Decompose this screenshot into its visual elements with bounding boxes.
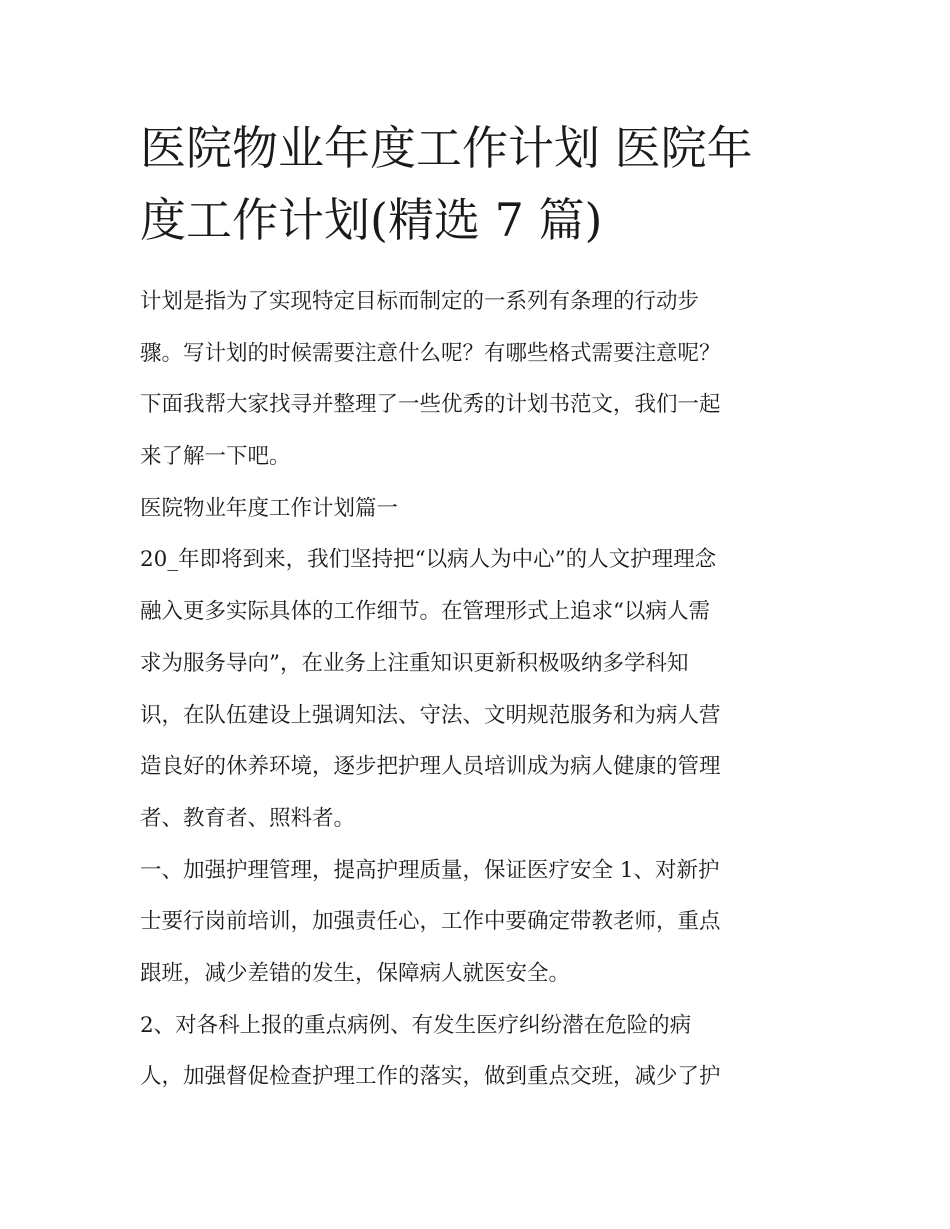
intro-line: 下面我帮大家找寻并整理了一些优秀的计划书范文，我们一起 <box>140 392 721 418</box>
paragraph-line: 造良好的休养环境，逐步把护理人员培训成为病人健康的管理 <box>140 754 721 780</box>
title-line: 医院物业年度工作计划 医院年 <box>140 121 753 175</box>
paragraph-line: 融入更多实际具体的工作细节。在管理形式上追求“以病人需 <box>140 599 710 625</box>
paragraph-line: 士要行岗前培训，加强责任心，工作中要确定带教老师，重点 <box>140 909 721 935</box>
document-body <box>140 276 820 1103</box>
intro-line: 来了解一下吧。 <box>140 444 291 470</box>
paragraph-line: 人，加强督促检查护理工作的落实，做到重点交班，减少了护 <box>140 1064 721 1090</box>
paragraph-line: 跟班，减少差错的发生，保障病人就医安全。 <box>140 960 571 986</box>
paragraph-line: 20_年即将到来，我们坚持把“以病人为中心”的人文护理理念 <box>140 547 717 573</box>
paragraph-line: 求为服务导向”，在业务上注重知识更新积极吸纳多学科知 <box>140 650 689 676</box>
paragraph-line: 识，在队伍建设上强调知法、守法、文明规范服务和为病人营 <box>140 702 721 728</box>
title-line: 度工作计划(精选 7 篇) <box>140 193 603 247</box>
document-title <box>140 112 820 256</box>
intro-line: 骤。写计划的时候需要注意什么呢？有哪些格式需要注意呢？ <box>140 340 721 366</box>
section-heading: 医院物业年度工作计划篇一 <box>140 495 399 521</box>
paragraph-line: 者、教育者、照料者。 <box>140 805 356 831</box>
paragraph-line: 2、对各科上报的重点病例、有发生医疗纠纷潜在危险的病 <box>140 1012 692 1038</box>
paragraph-line: 一、加强护理管理，提高护理质量，保证医疗安全 1、对新护 <box>140 857 720 883</box>
intro-line: 计划是指为了实现特定目标而制定的一系列有条理的行动步 <box>140 289 700 314</box>
